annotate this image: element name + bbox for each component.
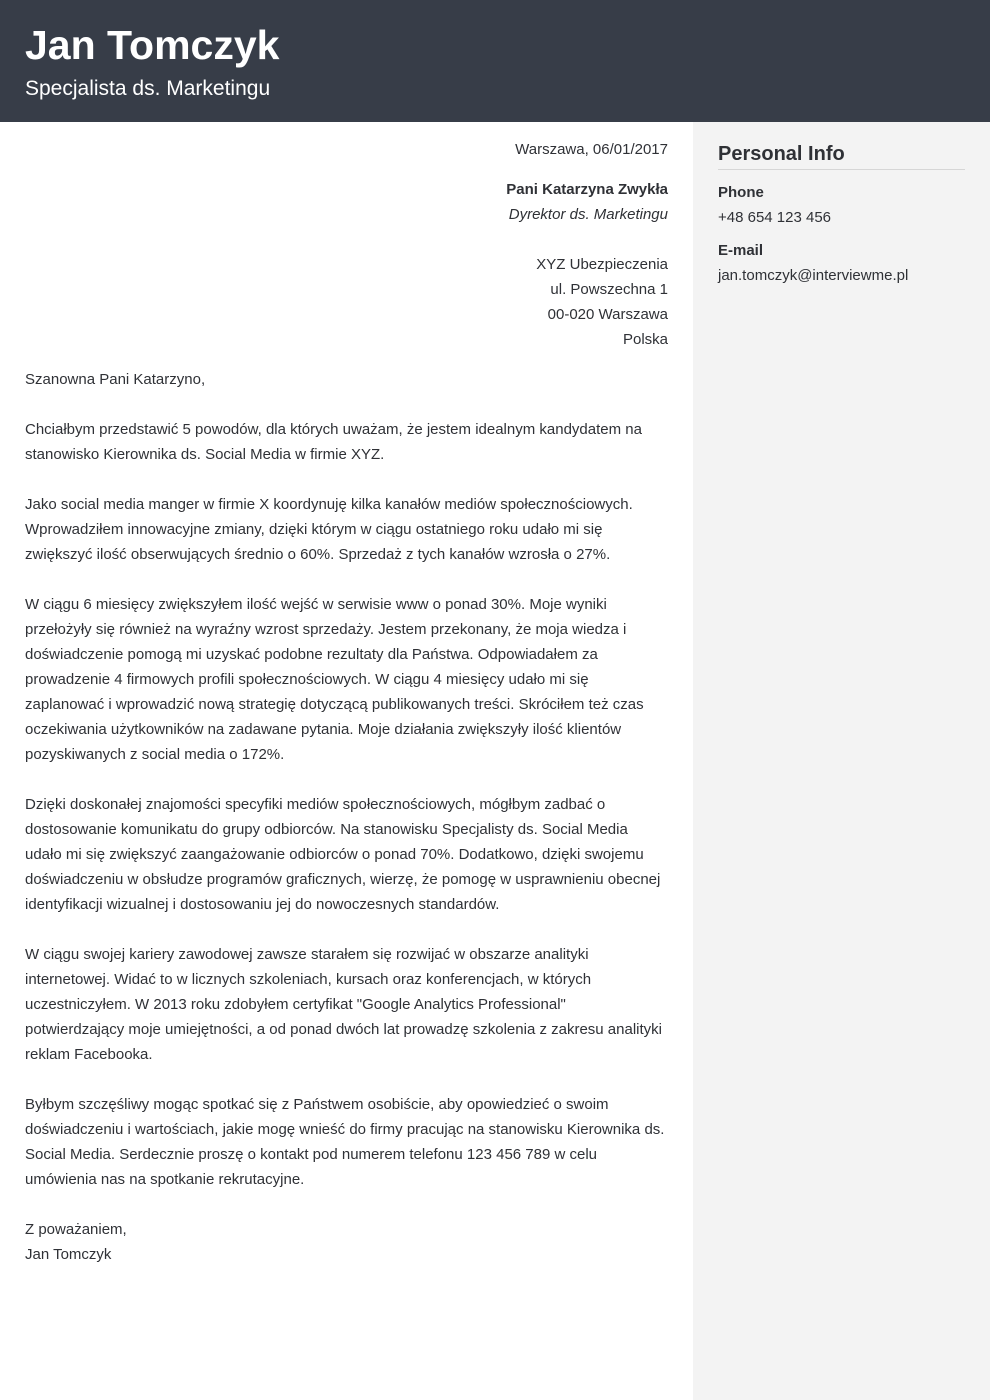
- letter-paragraph: Jako social media manger w firmie X koordynuję kilka kanałów mediów społecznościowych. Wprowadziłem innowacyjne zmiany, dzięki którym w ciągu ostatniego roku udało mi się zwiększyć ilość obserwujących średnio o 60%. Sprzedaż z tych kanałów wzrosła o 27%.: [25, 496, 633, 563]
- recipient-block: [25, 177, 668, 227]
- recipient-address: [25, 252, 668, 352]
- signature-name: Jan Tomczyk: [25, 1246, 112, 1263]
- personal-info-section: [718, 141, 965, 286]
- closing-phrase: Z poważaniem,: [25, 1221, 127, 1238]
- header-banner: [0, 0, 990, 122]
- salutation: Szanowna Pani Katarzyno,: [25, 371, 206, 388]
- sidebar: [693, 122, 990, 1400]
- phone-value: +48 654 123 456: [718, 209, 832, 226]
- letter-paragraph: W ciągu 6 miesięcy zwiększyłem ilość wejść w serwisie www o ponad 30%. Moje wyniki przełożyły się również na wyraźny wzrost sprzedaży. Jestem przekonany, że moja wiedza i doświadczenie pomogą mi uzyskać podobne rezultaty dla Państwa. Odpowiadałem za prowadzenie 4 firmowych profili społecznościowych. W ciągu 4 miesięcy udało mi się zaplanować i wprowadzić nową strategię dotyczącą publikowanych treści. Skróciłem też czas oczekiwania użytkowników na zadawane pytania. Moje działania zwiększyły ilość klientów pozyskiwanych z social media o 172%.: [25, 596, 644, 763]
- recipient-position: Dyrektor ds. Marketingu: [508, 206, 668, 223]
- recipient-name: Pani Katarzyna Zwykła: [506, 181, 668, 198]
- email-label: E-mail: [718, 242, 764, 259]
- phone-label: Phone: [718, 184, 764, 201]
- applicant-title: Specjalista ds. Marketingu: [25, 77, 271, 100]
- address-line: ul. Powszechna 1: [550, 281, 668, 298]
- personal-info-heading: Personal Info: [718, 141, 965, 170]
- letter-paragraph: Chciałbym przedstawić 5 powodów, dla których uważam, że jestem idealnym kandydatem na stanowisko Kierownika ds. Social Media w firmie XYZ.: [25, 421, 642, 463]
- closing-block: [25, 1217, 668, 1267]
- email-value[interactable]: jan.tomczyk@interviewme.pl: [718, 267, 909, 284]
- letter-date: Warszawa, 06/01/2017: [515, 141, 668, 158]
- address-line: 00-020 Warszawa: [547, 306, 668, 323]
- letter-paragraph: Dzięki doskonałej znajomości specyfiki mediów społecznościowych, mógłbym zadbać o dostosowanie komunikatu do grupy odbiorców. Na stanowisku Specjalisty ds. Social Media udało mi się zwiększyć zaangażowanie odbiorców o ponad 70%. Dodatkowo, dzięki swojemu doświadczeniu w obsłudze programów graficznych, wierzę, że pomogę w usprawnieniu obecnej identyfikacji wizualnej i dostosowaniu jej do nowoczesnych standardów.: [25, 796, 661, 913]
- address-line: Polska: [622, 331, 668, 348]
- applicant-name: Jan Tomczyk: [25, 22, 280, 68]
- address-line: XYZ Ubezpieczenia: [536, 256, 668, 273]
- letter-paragraph: W ciągu swojej kariery zawodowej zawsze starałem się rozwijać w obszarze analityki internetowej. Widać to w licznych szkoleniach, kursach oraz konferencjach, w których uczestniczyłem. W 2013 roku zdobyłem certyfikat "Google Analytics Professional" potwierdzający moje umiejętności, a od ponad dwóch lat prowadzę szkolenia z zakresu analityki reklam Facebooka.: [25, 946, 663, 1063]
- letter-body: [25, 137, 668, 1267]
- letter-paragraph: Byłbym szczęśliwy mogąc spotkać się z Państwem osobiście, aby opowiedzieć o swoim doświadczeniu i wartościach, jakie mogę wnieść do firmy pracując na stanowisku Kierownika ds. Social Media. Serdecznie proszę o kontakt pod numerem telefonu 123 456 789 w celu umówienia nas na spotkanie rekrutacyjne.: [25, 1096, 665, 1188]
